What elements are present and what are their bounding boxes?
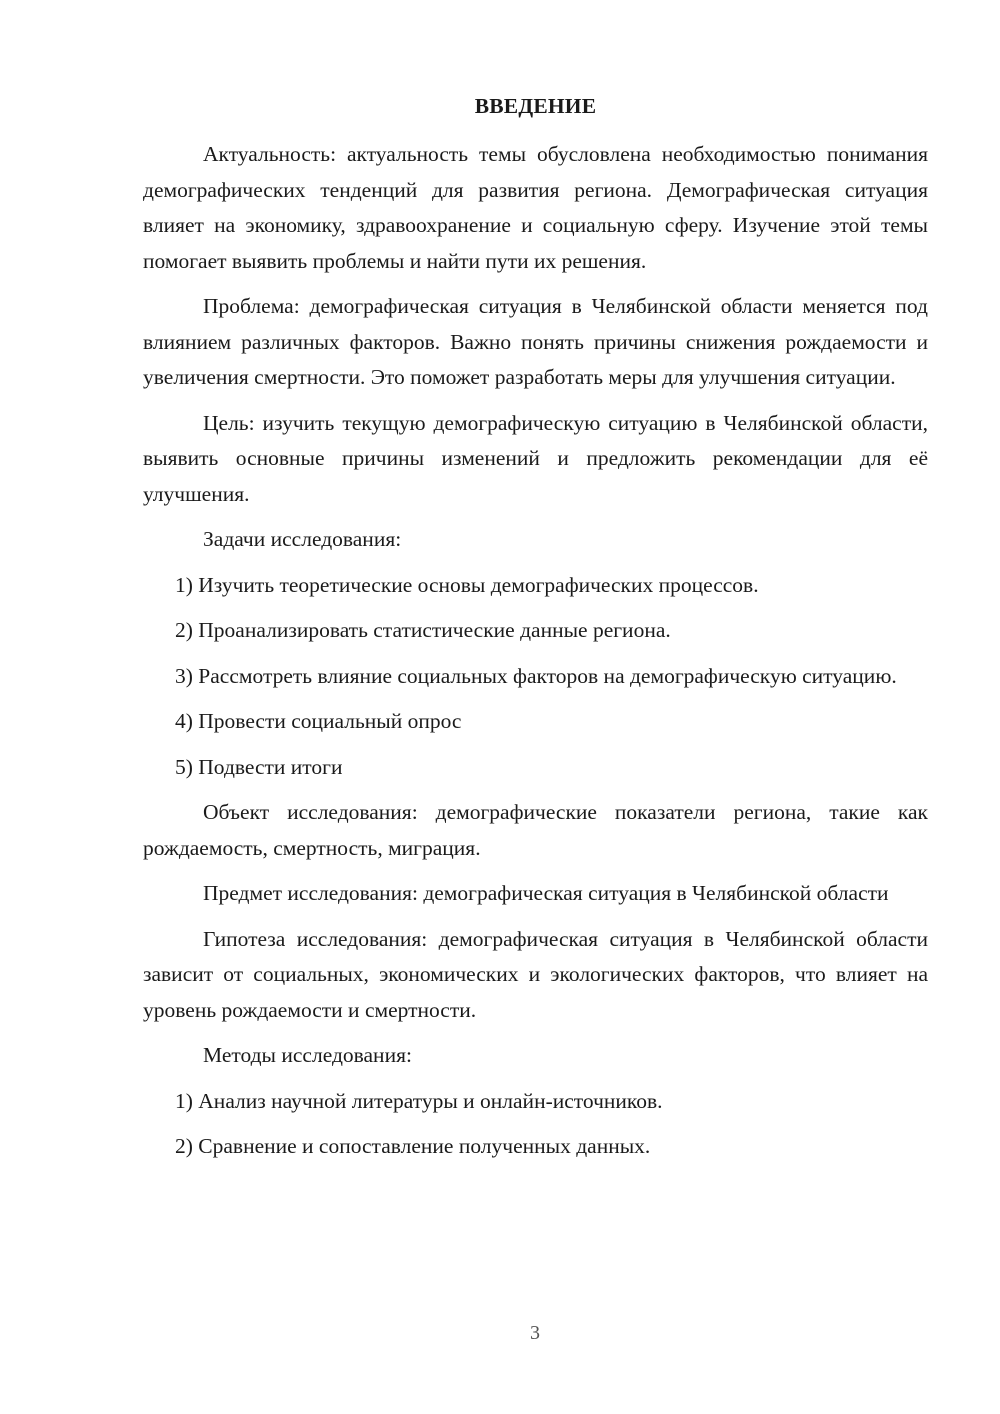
object-paragraph: Объект исследования: демографические показатели региона, такие как рождаемость, смертность, миграция. bbox=[143, 800, 928, 860]
goal-paragraph: Цель: изучить текущую демографическую ситуацию в Челябинской области, выявить основные причины изменений и предложить рекомендации для её улучшения. bbox=[143, 410, 928, 506]
method-item-1: 1) Анализ научной литературы и онлайн-источников. bbox=[175, 1088, 663, 1113]
problem-paragraph: Проблема: демографическая ситуация в Челябинской области меняется под влиянием различных факторов. Важно понять причины снижения рождаемости и увеличения смертности. Это поможет разработать меры для улучшения ситуации. bbox=[143, 294, 928, 389]
subject-paragraph: Предмет исследования: демографическая ситуация в Челябинской области bbox=[203, 881, 889, 905]
page-number: 3 bbox=[530, 1322, 540, 1344]
task-item-4: 4) Провести социальный опрос bbox=[175, 709, 462, 733]
task-item-5: 5) Подвести итоги bbox=[175, 754, 343, 779]
relevance-paragraph: Актуальность: актуальность темы обусловлена необходимостью понимания демографических тенденций для развития региона. Демографическая ситуация влияет на экономику, здравоохранение и социальную сферу. Изучение этой темы помогает выявить проблемы и найти пути их решения. bbox=[143, 142, 928, 273]
task-item-2: 2) Проанализировать статистические данные региона. bbox=[175, 618, 671, 642]
methods-heading: Методы исследования: bbox=[203, 1043, 412, 1067]
task-item-3: 3) Рассмотреть влияние социальных факторов на демографическую ситуацию. bbox=[175, 663, 897, 688]
page-title: ВВЕДЕНИЕ bbox=[474, 94, 597, 118]
task-item-1: 1) Изучить теоретические основы демографических процессов. bbox=[175, 572, 759, 597]
method-item-2: 2) Сравнение и сопоставление полученных данных. bbox=[175, 1134, 651, 1158]
document-page bbox=[143, 94, 928, 1175]
tasks-heading: Задачи исследования: bbox=[203, 527, 402, 551]
hypothesis-paragraph: Гипотеза исследования: демографическая ситуация в Челябинской области зависит от социальных, экономических и экологических факторов, что влияет на уровень рождаемости и смертности. bbox=[143, 926, 928, 1022]
